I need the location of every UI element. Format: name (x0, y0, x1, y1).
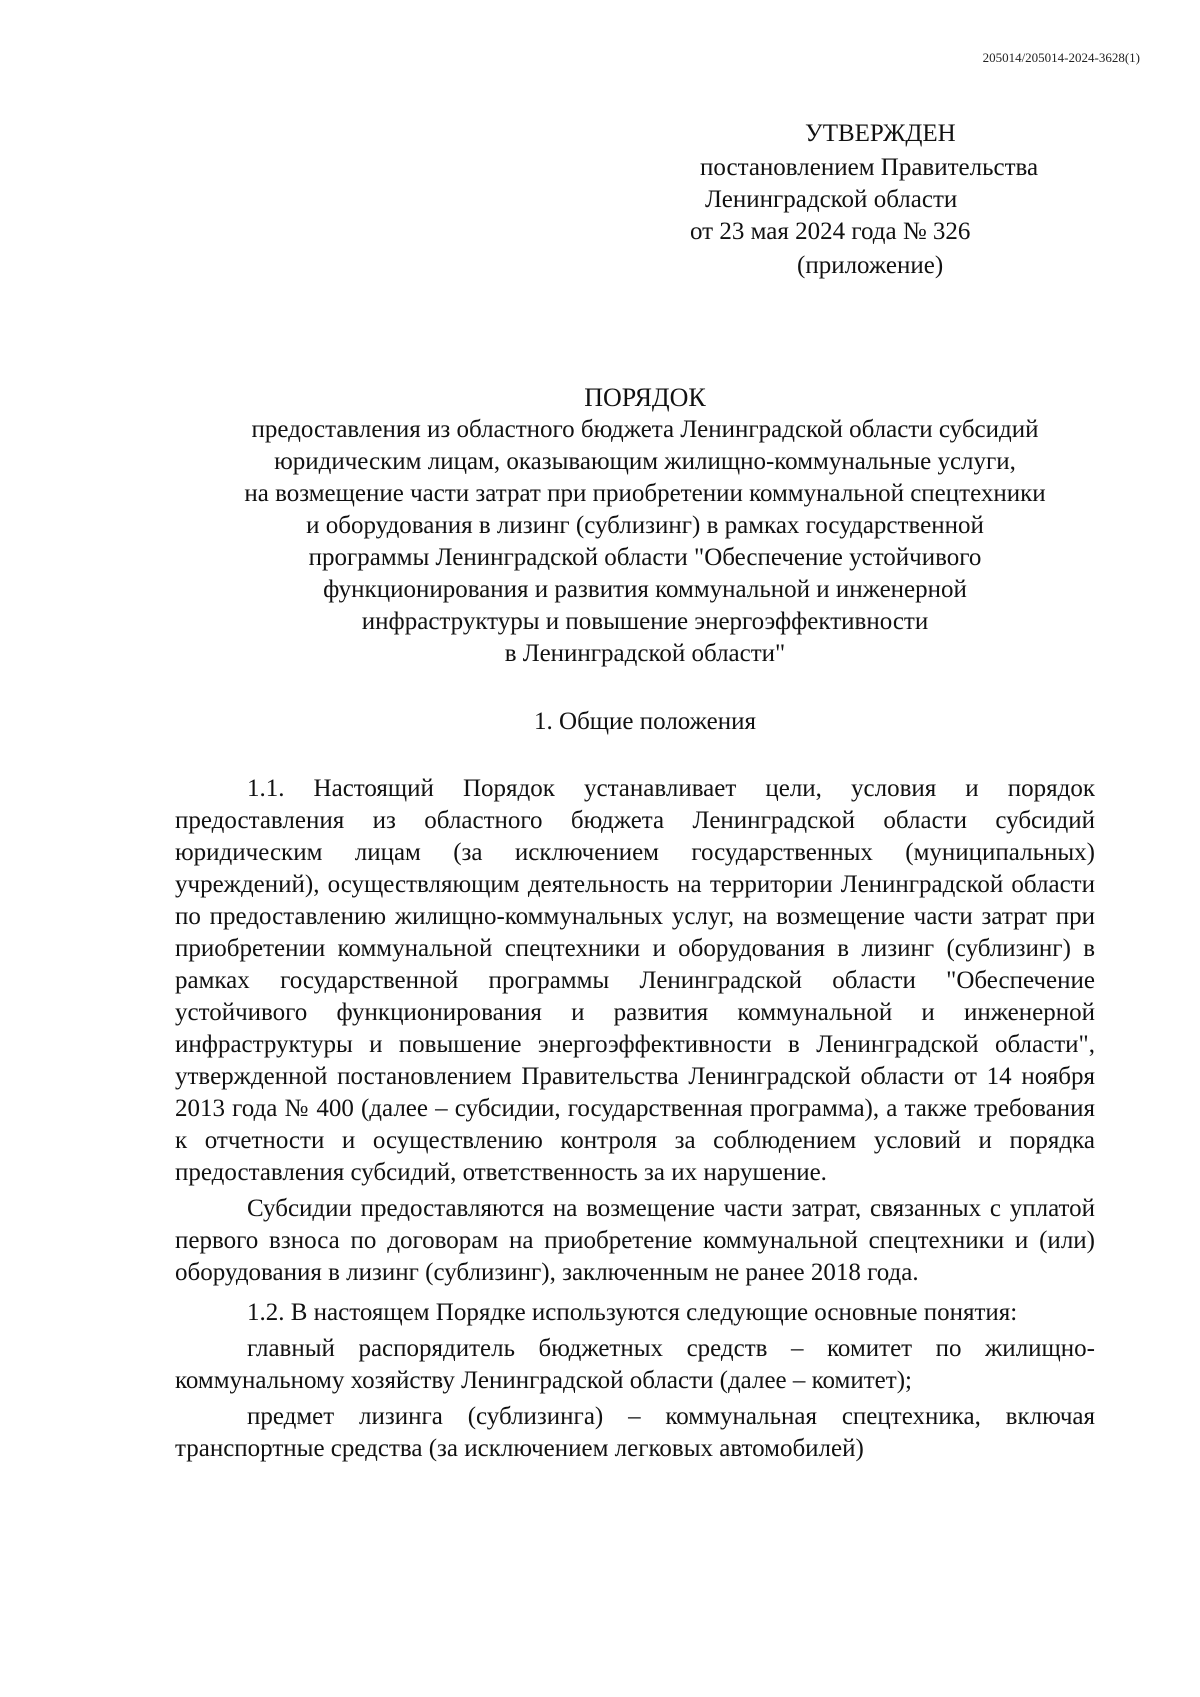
subtitle-line-1: предоставления из областного бюджета Ленинградской области субсидий (251, 416, 1039, 443)
subtitle-line-6: функционирования и развития коммунальной и инженерной (323, 576, 967, 603)
document-title: ПОРЯДОК (584, 383, 706, 412)
approval-line-3: Ленинградской области (705, 186, 958, 213)
approval-line-5: (приложение) (797, 252, 944, 279)
subtitle-line-7: инфраструктуры и повышение энергоэффективности (361, 608, 929, 635)
subtitle-line-5: программы Ленинградской области "Обеспечение устойчивого (308, 544, 982, 571)
paragraph-subsidies: Субсидии предоставляются на возмещение части затрат, связанных с уплатой первого взноса по договорам на приобретение коммунальной спецтехники и (или) оборудования в лизинг (сублизинг), заключенным не ранее 2018 года. (175, 1195, 1095, 1286)
subtitle-line-8: в Ленинградской области" (504, 640, 786, 667)
paragraph-1-1: 1.1. Настоящий Порядок устанавливает цели, условия и порядок предоставления из областного бюджета Ленинградской области субсидий юридическим лицам (за исключением государственных (муниципальных) учреждений), осуществляющим деятельность на территории Ленинградской области по предоставлению жилищно-коммунальных услуг, на возмещение части затрат при приобретении коммунальной спецтехники и оборудования в лизинг (сублизинг) в рамках государственной программы Ленинградской области "Обеспечение устойчивого функционирования и развития коммунальной и инженерной инфраструктуры и повышение энергоэффективности в Ленинградской области", утвержденной постановлением Правительства Ленинградской области от 14 ноября 2013 года № 400 (далее – субсидии, государственная программа), а также требования к отчетности и осуществлению контроля за соблюдением условий и порядка предоставления субсидий, ответственность за их нарушение. (175, 775, 1095, 1186)
approval-line-2: постановлением Правительства (700, 154, 1039, 181)
subtitle-line-2: юридическим лицам, оказывающим жилищно-коммунальные услуги, (274, 448, 1016, 475)
subtitle-line-4: и оборудования в лизинг (сублизинг) в рамках государственной (306, 512, 984, 539)
document-body (175, 773, 1095, 1465)
document-number: 205014/205014-2024-3628(1) (982, 50, 1140, 65)
approval-line-1: УТВЕРЖДЕН (805, 120, 956, 147)
approval-line-4: от 23 мая 2024 года № 326 (690, 218, 971, 245)
paragraph-1-2: 1.2. В настоящем Порядке используются следующие основные понятия: (247, 1299, 1018, 1326)
section-heading: 1. Общие положения (534, 708, 756, 735)
subtitle-line-3: на возмещение части затрат при приобретении коммунальной спецтехники (244, 480, 1046, 507)
paragraph-leasing-subject: предмет лизинга (сублизинга) – коммунальная спецтехника, включая транспортные средства (за исключением легковых автомобилей) (175, 1403, 1095, 1462)
document-title-block (160, 382, 1130, 670)
paragraph-budget-manager: главный распорядитель бюджетных средств – комитет по жилищно-коммунальному хозяйству Ленинградской области (далее – комитет); (175, 1335, 1095, 1394)
approval-stamp (0, 118, 1200, 288)
